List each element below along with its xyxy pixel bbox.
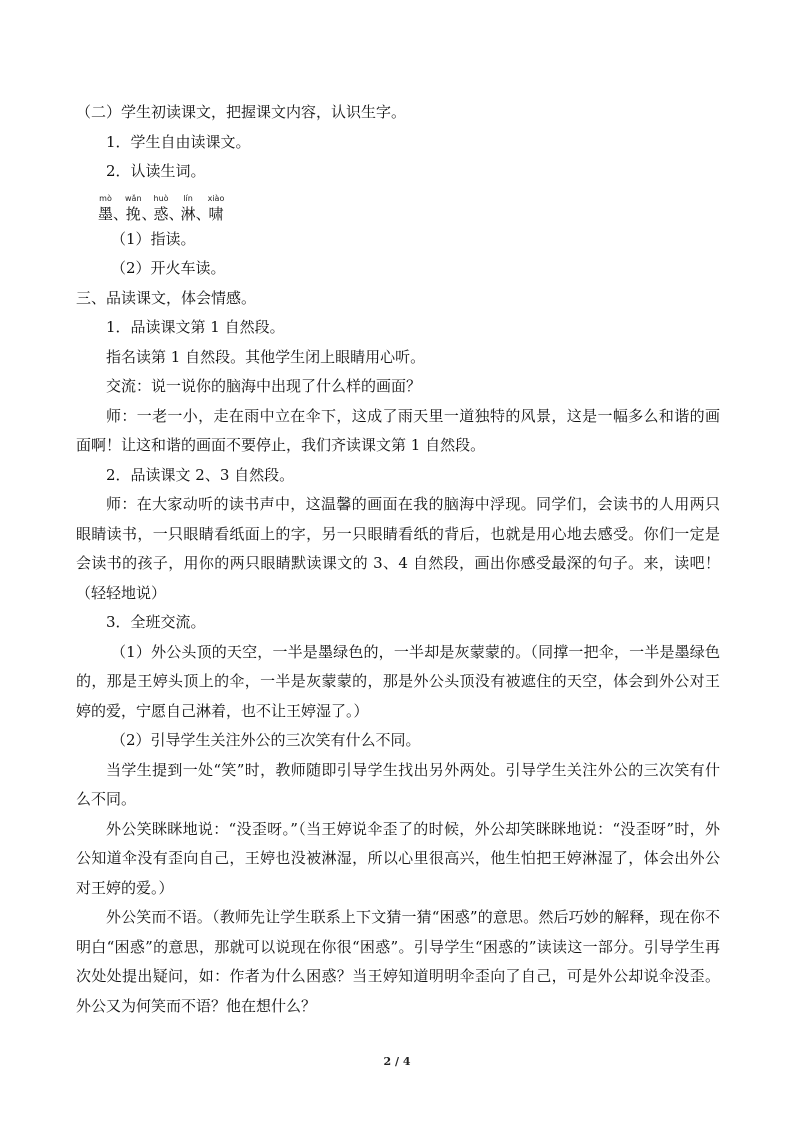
hanzi: 挽 [125,204,141,223]
vocab-word [98,195,113,223]
separator: 、 [141,204,157,223]
page-number: 2 / 4 [383,1055,411,1068]
separator: 、 [168,204,184,223]
guidance-paragraph: 当学生提到一处“笑”时，教师随即引导学生找出另外两处。引导学生关注外公的三次笑有什么不同。 [76,760,720,808]
step-3-1: 1．品读课文第 1 自然段。 [106,318,285,336]
hanzi: 惑 [153,204,169,223]
discussion-paragraph: 交流：说一说你的脑海中出现了什么样的画面？ [106,377,422,395]
step-1: 1．学生自由读课文。 [106,132,251,151]
pinyin: lín [183,193,193,203]
separator: 、 [195,204,211,223]
pinyin: mò [99,193,112,203]
step-3-3: 3．全班交流。 [106,613,206,631]
exchange-point-1: （1）外公头顶的天空，一半是墨绿色的，一半却是灰蒙蒙的。（同撑一把伞，一半是墨绿色的，那是王婷头顶上的伞，一半是灰蒙蒙的，那是外公头顶没有被遮住的天空，体会到外公对王婷的爱，宁愿自己淋着，也不让王婷湿了。） [76,642,720,720]
smile-paragraph-1: 外公笑眯眯地说：“没歪呀。”（当王婷说伞歪了的时候，外公却笑眯眯地说：“没歪呀”时，外公知道伞没有歪向自己，王婷也没被淋湿，所以心里很高兴，他生怕把王婷淋湿了，体会出外公对王婷的爱。） [76,819,720,897]
smile-paragraph-2: 外公笑而不语。（教师先让学生联系上下文猜一猜“困惑”的意思。然后巧妙的解释，现在你不明白“困惑”的意思，那就可以说现在你很“困惑”。引导学生“困惑的”读读这一部分。引导学生再次处处提出疑问，如：作者为什么困惑？当王婷知道明明伞歪向了自己，可是外公却说伞没歪。外公又为何笑而不语？他在想什么？ [76,908,720,1015]
pinyin: huò [153,193,169,203]
section-heading-2: （二）学生初读课文，把握课文内容，认识生字。 [76,103,407,121]
document-body [76,98,720,1021]
hanzi: 啸 [208,204,224,223]
teacher-paragraph-2: 师：在大家动听的读书声中，这温馨的画面在我的脑海中浮现。同学们，会读书的人用两只眼睛读书，一只眼睛看纸面上的字，另一只眼睛看纸的背后，也就是用心地去感受。你们一定是会读书的孩子，用你的两只眼睛默读课文的 3、4 自然段，画出你感受最深的句子。来，读吧！（轻轻地说） [76,495,720,602]
step-2: 2．认读生词。 [106,162,206,180]
vocab-word [154,195,169,223]
teacher-paragraph-1: 师：一老一小，走在雨中立在伞下，这成了雨天里一道独特的风景，这是一幅多么和谐的画面啊！让这和谐的画面不要停止，我们齐读课文第 1 自然段。 [76,406,720,454]
pinyin: xiào [207,193,225,203]
vocab-word [208,195,225,223]
step-3-2: 2．品读课文 2、3 自然段。 [106,465,295,484]
vocab-pinyin-line [76,189,720,223]
substep-2: （2）开火车读。 [111,259,226,277]
hanzi: 墨 [98,204,114,223]
pinyin: wǎn [125,193,142,203]
separator: 、 [113,204,129,223]
vocab-word [181,195,196,223]
exchange-point-2: （2）引导学生关注外公的三次笑有什么不同。 [111,731,421,749]
instruction-paragraph: 指名读第 1 自然段。其他学生闭上眼睛用心听。 [106,347,426,366]
substep-1: （1）指读。 [111,229,196,248]
section-heading-3: 三、品读课文，体会情感。 [76,288,257,307]
hanzi: 淋 [180,204,196,223]
vocab-word [125,195,142,223]
